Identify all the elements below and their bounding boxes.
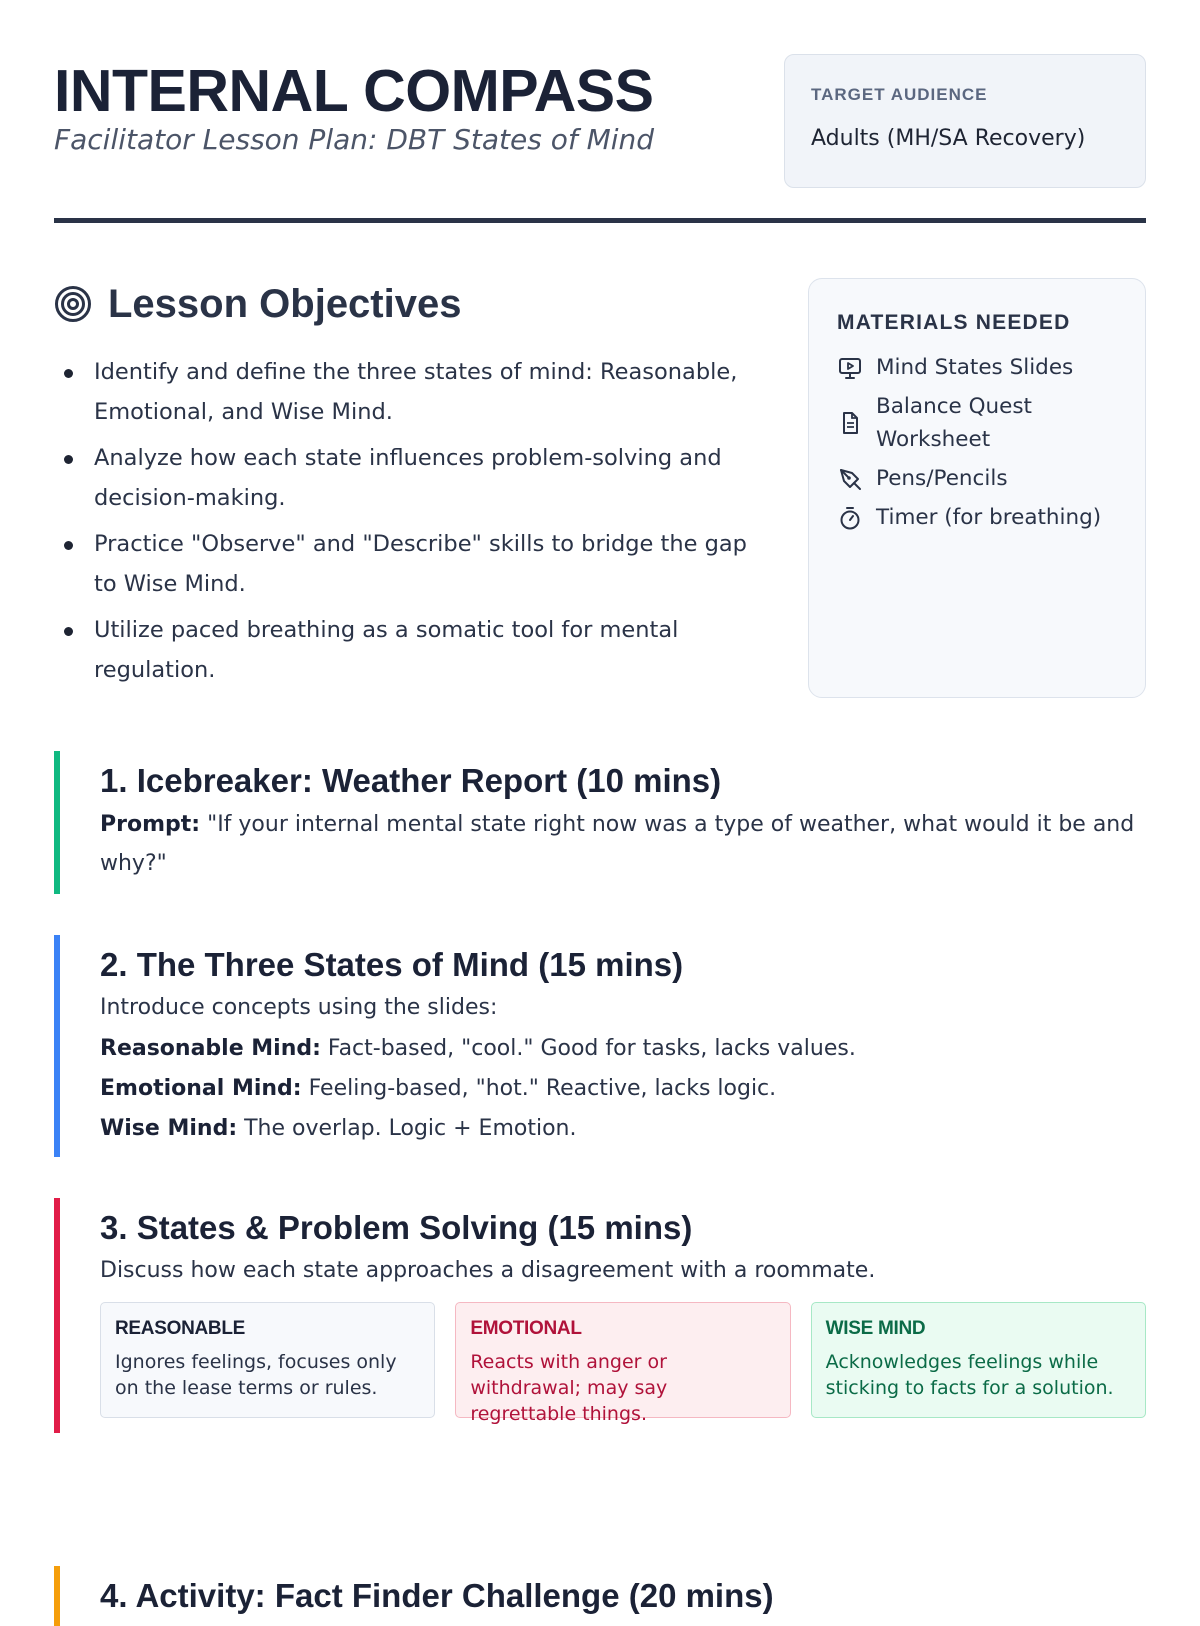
lesson-objectives — [54, 278, 764, 696]
header — [54, 54, 1146, 188]
definition-line — [100, 1029, 1146, 1068]
section-fact-finder — [54, 1566, 1146, 1626]
section-title: 2. The Three States of Mind (15 mins) — [100, 946, 684, 983]
card-text: Ignores feelings, focuses only on the lease terms or rules. — [115, 1351, 397, 1399]
material-label: Mind States Slides — [876, 355, 1074, 380]
target-icon — [54, 285, 92, 323]
material-label: Pens/Pencils — [876, 466, 1008, 491]
material-item — [837, 462, 1119, 495]
section-title: 4. Activity: Fact Finder Challenge (20 mins) — [100, 1577, 774, 1614]
objectives-title: Lesson Objectives — [108, 281, 462, 326]
section-intro: Introduce concepts using the slides: — [100, 995, 498, 1020]
definition-line — [100, 1069, 1146, 1108]
materials-needed — [808, 278, 1146, 698]
section-accent-bar — [54, 1566, 60, 1626]
card-text: Acknowledges feelings while sticking to facts for a solution. — [825, 1351, 1114, 1399]
definition-text: Fact-based, "cool." Good for tasks, lacks values. — [320, 1036, 856, 1061]
section-intro: Discuss how each state approaches a disagreement with a roommate. — [100, 1258, 876, 1283]
audience-value: Adults (MH/SA Recovery) — [811, 126, 1086, 151]
objective-item: Analyze how each state influences problem-solving and decision-making. — [54, 438, 764, 518]
card-text: Reacts with anger or withdrawal; may say regrettable things. — [470, 1351, 668, 1425]
card-title: WISE MIND — [825, 1318, 926, 1339]
section-problem-solving — [54, 1198, 1146, 1433]
section-three-states — [54, 935, 1146, 1157]
section-title: 1. Icebreaker: Weather Report (10 mins) — [100, 762, 722, 799]
state-cards — [100, 1302, 1146, 1425]
material-item — [837, 390, 1119, 456]
section-prompt — [100, 805, 1146, 883]
card-wise-mind — [811, 1302, 1146, 1418]
timer-icon — [837, 505, 863, 531]
card-title: REASONABLE — [115, 1318, 246, 1339]
document-icon — [837, 410, 863, 436]
material-item — [837, 501, 1119, 534]
prompt-text: "If your internal mental state right now was a type of weather, what would it be and why?" — [100, 812, 1135, 876]
objectives-heading — [54, 278, 764, 330]
presentation-icon — [837, 355, 863, 381]
definition-line — [100, 1109, 1146, 1148]
definition-term: Wise Mind: — [100, 1116, 238, 1141]
objective-item: Utilize paced breathing as a somatic tool for mental regulation. — [54, 610, 764, 690]
material-label: Timer (for breathing) — [876, 505, 1102, 530]
definition-text: Feeling-based, "hot." Reactive, lacks logic. — [301, 1076, 777, 1101]
card-emotional — [455, 1302, 790, 1425]
materials-list — [837, 351, 1119, 534]
definition-term: Emotional Mind: — [100, 1076, 302, 1101]
prompt-label: Prompt: — [100, 812, 201, 837]
materials-label: MATERIALS NEEDED — [837, 311, 1071, 334]
material-label: Balance Quest Worksheet — [876, 394, 1032, 452]
card-title: EMOTIONAL — [470, 1318, 582, 1339]
objective-item: Identify and define the three states of mind: Reasonable, Emotional, and Wise Mind. — [54, 352, 764, 432]
card-reasonable — [100, 1302, 435, 1418]
section-accent-bar — [54, 1198, 60, 1433]
section-title: 3. States & Problem Solving (15 mins) — [100, 1209, 693, 1246]
objective-item: Practice "Observe" and "Describe" skills to bridge the gap to Wise Mind. — [54, 524, 764, 604]
definition-text: The overlap. Logic + Emotion. — [237, 1116, 577, 1141]
audience-label: TARGET AUDIENCE — [811, 85, 988, 104]
objectives-list — [54, 352, 764, 690]
material-item — [837, 351, 1119, 384]
section-accent-bar — [54, 751, 60, 894]
page-title: INTERNAL COMPASS — [54, 58, 654, 124]
definition-term: Reasonable Mind: — [100, 1036, 321, 1061]
target-audience-box — [784, 54, 1146, 188]
section-icebreaker — [54, 751, 1146, 894]
pen-icon — [837, 466, 863, 492]
lesson-plan-page — [54, 0, 1146, 1614]
page-subtitle: Facilitator Lesson Plan: DBT States of Mind — [54, 123, 655, 156]
header-divider — [54, 218, 1146, 223]
section-accent-bar — [54, 935, 60, 1157]
